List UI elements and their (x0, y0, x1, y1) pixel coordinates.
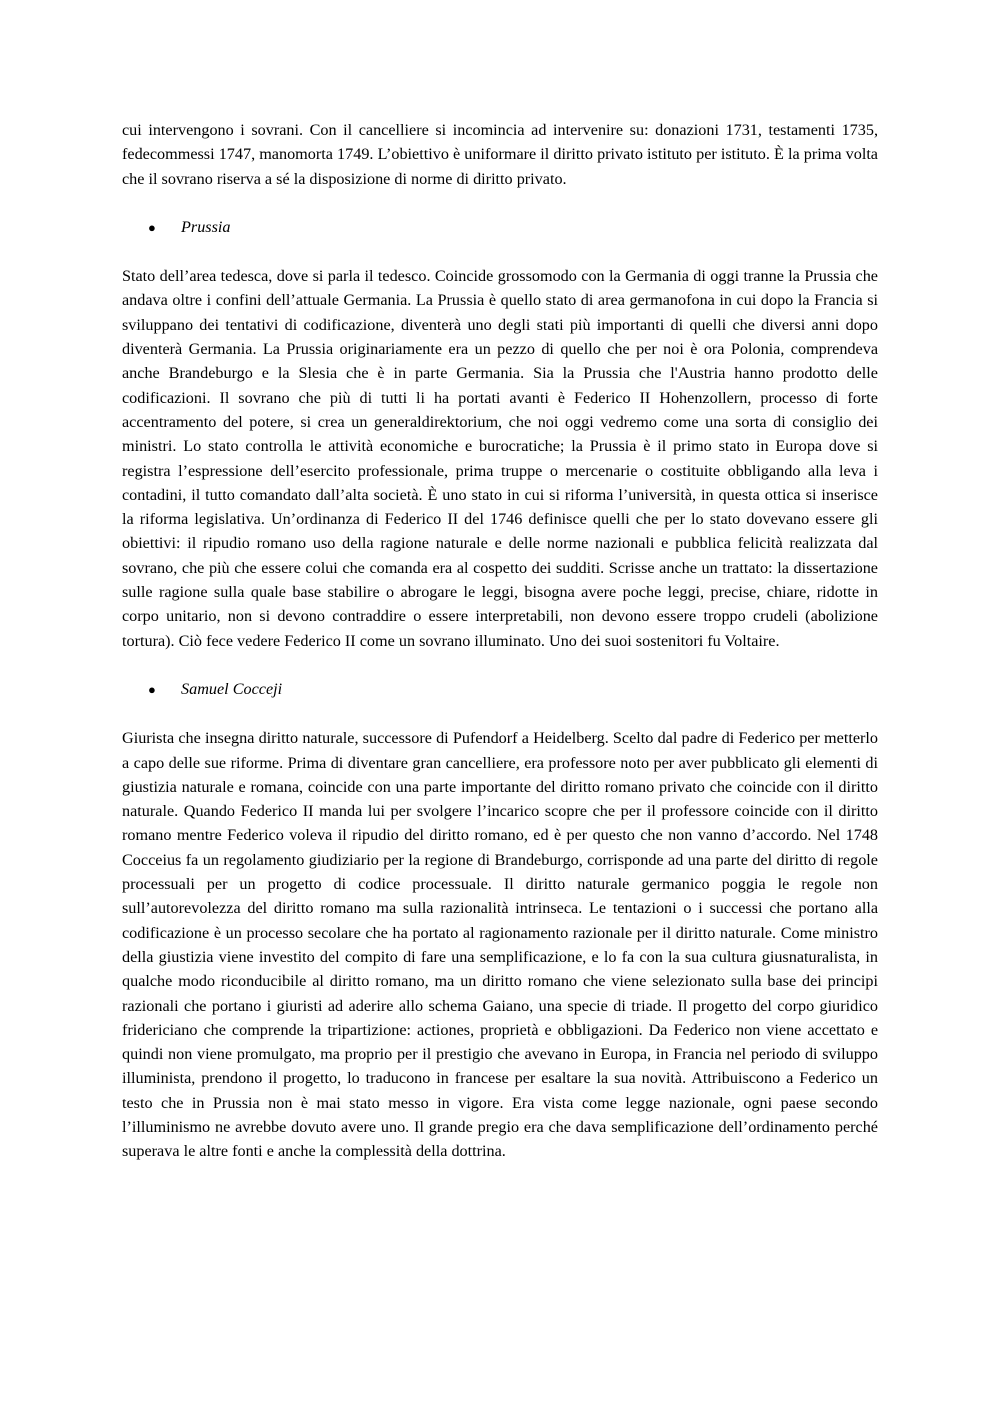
section-heading-samuel-cocceji: Samuel Cocceji (181, 679, 283, 698)
bullet-dot-icon: ● (148, 681, 156, 697)
section-heading-prussia: Prussia (181, 217, 231, 236)
bullet-item-prussia (148, 215, 878, 240)
paragraph-prussia: Stato dell’area tedesca, dove si parla il tedesco. Coincide grossomodo con la Germania di oggi tranne la Prussia che andava oltre i confini dell’attuale Germania. La Prussia è quello stato di area germanofona in cui dopo la Francia si sviluppano dei tentativi di codificazione, diventerà uno degli stati più importanti di quelli che diversi anni dopo diventerà Germania. La Prussia originariamente era un pezzo di quello che per noi è ora Polonia, comprendeva anche Brandeburgo e la Slesia che è in parte Germania. Sia la Prussia che l'Austria hanno prodotto delle codificazioni. Il sovrano che più di tutti li ha portati avanti è Federico II Hohenzollern, processo di forte accentramento del potere, si crea un generaldirektorium, che noi oggi vedremo come una sorta di consiglio dei ministri. Lo stato controlla le attività economiche e burocratiche; la Prussia è il primo stato in Europa dove si registra l’espressione dell’esercito professionale, prima truppe o mercenarie o costituite obbligando alla leva i contadini, il tutto comandato dall’alta società. È uno stato in cui si riforma l’università, in questa ottica si inserisce la riforma legislativa. Un’ordinanza di Federico II del 1746 definisce quelli che per lo stato dovevano essere gli obiettivi: il ripudio romano uso della ragione naturale e delle norme nazionali e pubblica felicità realizzata dal sovrano, che più che essere colui che comanda era al cospetto dei sudditi. Scrisse anche un trattato: la dissertazione sulle ragione sulla quale base stabilire o abrogare le leggi, bisogna avere poche leggi, precise, chiare, ridotte in corpo unitario, non si devono contraddire o essere interpretabili, non devono essere troppo crudeli (abolizione tortura). Ciò fece vedere Federico II come un sovrano illuminato. Uno dei suoi sostenitori fu Voltaire. (122, 267, 878, 650)
bullet-item-samuel-cocceji (148, 677, 878, 702)
paragraph-samuel-cocceji: Giurista che insegna diritto naturale, successore di Pufendorf a Heidelberg. Scelto dal padre di Federico per metterlo a capo delle sue riforme. Prima di diventare gran cancelliere, era professore noto per aver pubblicato gli elementi di giustizia naturale e romana, coincide con una parte importante del diritto romano privato che coincide con il diritto naturale. Quando Federico II manda lui per svolgere l’incarico scopre che per il professore coincide con il diritto romano mentre Federico voleva il ripudio del diritto romano, ed è per questo che non vanno d’accordo. Nel 1748 Cocceius fa un regolamento giudiziario per la regione di Brandeburgo, corrisponde ad una parte del diritto di regole processuali per un progetto di codice processuale. Il diritto naturale germanico poggia le regole non sull’autorevolezza del diritto romano ma sulla razionalità intrinseca. Le tentazioni o i successi che portano alla codificazione è un processo secolare che ha portato al ragionamento razionale per il diritto naturale. Come ministro della giustizia viene investito del compito di fare una semplificazione, e lo fa con la sua cultura giusnaturalista, in qualche modo riconducibile al diritto romano, ma un diritto romano che viene selezionato sulla base dei principi razionali che portano i giuristi ad aderire allo schema Gaiano, una specie di triade. Il progetto del corpo giuridico fridericiano che comprende la tripartizione: actiones, proprietà e obbligazioni. Da Federico non viene accettato e quindi non viene promulgato, ma proprio per il prestigio che avevano in Europa, in Francia nel periodo di sviluppo illuminista, prendono il progetto, lo traducono in francese per esaltare la sua novità. Attribuiscono a Federico un testo che in Prussia non è mai stato messo in vigore. Era vista come legge nazionale, ogni paese secondo l’illuminismo ne avrebbe dovuto avere uno. Il grande pregio era che dava semplificazione dell’ordinamento perché superava le altre fonti e anche la complessità della dottrina. (122, 729, 878, 1161)
bullet-dot-icon: ● (148, 219, 156, 235)
paragraph-sovereign-legislation: cui intervengono i sovrani. Con il cancelliere si incomincia ad intervenire su: donazioni 1731, testamenti 1735, fedecommessi 1747, manomorta 1749. L’obiettivo è uniformare il diritto privato istituto per istituto. È la prima volta che il sovrano riserva a sé la disposizione di norme di diritto privato. (122, 121, 878, 188)
document-page (122, 118, 878, 1164)
